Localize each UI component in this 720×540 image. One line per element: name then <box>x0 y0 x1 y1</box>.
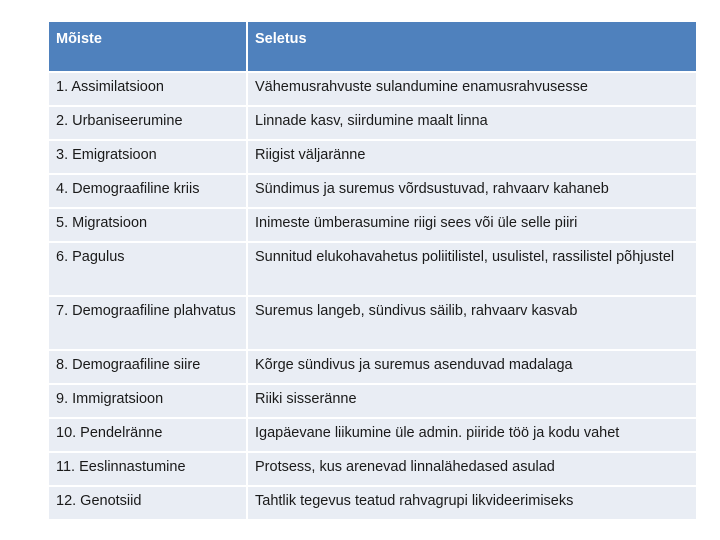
table-row <box>48 384 697 418</box>
definition-cell: Vähemusrahvuste sulandumine enamusrahvusesse <box>247 72 697 106</box>
term-cell: 1. Assimilatsioon <box>48 72 247 106</box>
table-row <box>48 452 697 486</box>
definition-cell: Riiki sisseränne <box>247 384 697 418</box>
table-row <box>48 486 697 520</box>
definition-cell: Protsess, kus arenevad linnalähedased asulad <box>247 452 697 486</box>
term-cell: 2. Urbaniseerumine <box>48 106 247 140</box>
table-row <box>48 350 697 384</box>
column-header-term: Mõiste <box>48 21 247 72</box>
table-row <box>48 242 697 296</box>
definition-cell: Sunnitud elukohavahetus poliitilistel, usulistel, rassilistel põhjustel <box>247 242 697 296</box>
term-cell: 10. Pendelränne <box>48 418 247 452</box>
term-cell: 4. Demograafiline kriis <box>48 174 247 208</box>
table-row <box>48 140 697 174</box>
table-row <box>48 72 697 106</box>
definition-cell: Tahtlik tegevus teatud rahvagrupi likvideerimiseks <box>247 486 697 520</box>
term-cell: 9. Immigratsioon <box>48 384 247 418</box>
term-cell: 3. Emigratsioon <box>48 140 247 174</box>
definition-cell: Linnade kasv, siirdumine maalt linna <box>247 106 697 140</box>
term-cell: 5. Migratsioon <box>48 208 247 242</box>
term-cell: 12. Genotsiid <box>48 486 247 520</box>
terms-table <box>47 20 698 521</box>
term-cell: 8. Demograafiline siire <box>48 350 247 384</box>
column-header-definition: Seletus <box>247 21 697 72</box>
definition-cell: Suremus langeb, sündivus säilib, rahvaarv kasvab <box>247 296 697 350</box>
term-cell: 11. Eeslinnastumine <box>48 452 247 486</box>
table-row <box>48 106 697 140</box>
table-row <box>48 208 697 242</box>
definition-cell: Inimeste ümberasumine riigi sees või üle selle piiri <box>247 208 697 242</box>
definition-cell: Riigist väljaränne <box>247 140 697 174</box>
definition-cell: Kõrge sündivus ja suremus asenduvad madalaga <box>247 350 697 384</box>
definition-cell: Sündimus ja suremus võrdsustuvad, rahvaarv kahaneb <box>247 174 697 208</box>
table-row <box>48 174 697 208</box>
table-row <box>48 296 697 350</box>
term-cell: 6. Pagulus <box>48 242 247 296</box>
term-cell: 7. Demograafiline plahvatus <box>48 296 247 350</box>
table-header-row <box>48 21 697 72</box>
table-row <box>48 418 697 452</box>
definition-cell: Igapäevane liikumine üle admin. piiride töö ja kodu vahet <box>247 418 697 452</box>
